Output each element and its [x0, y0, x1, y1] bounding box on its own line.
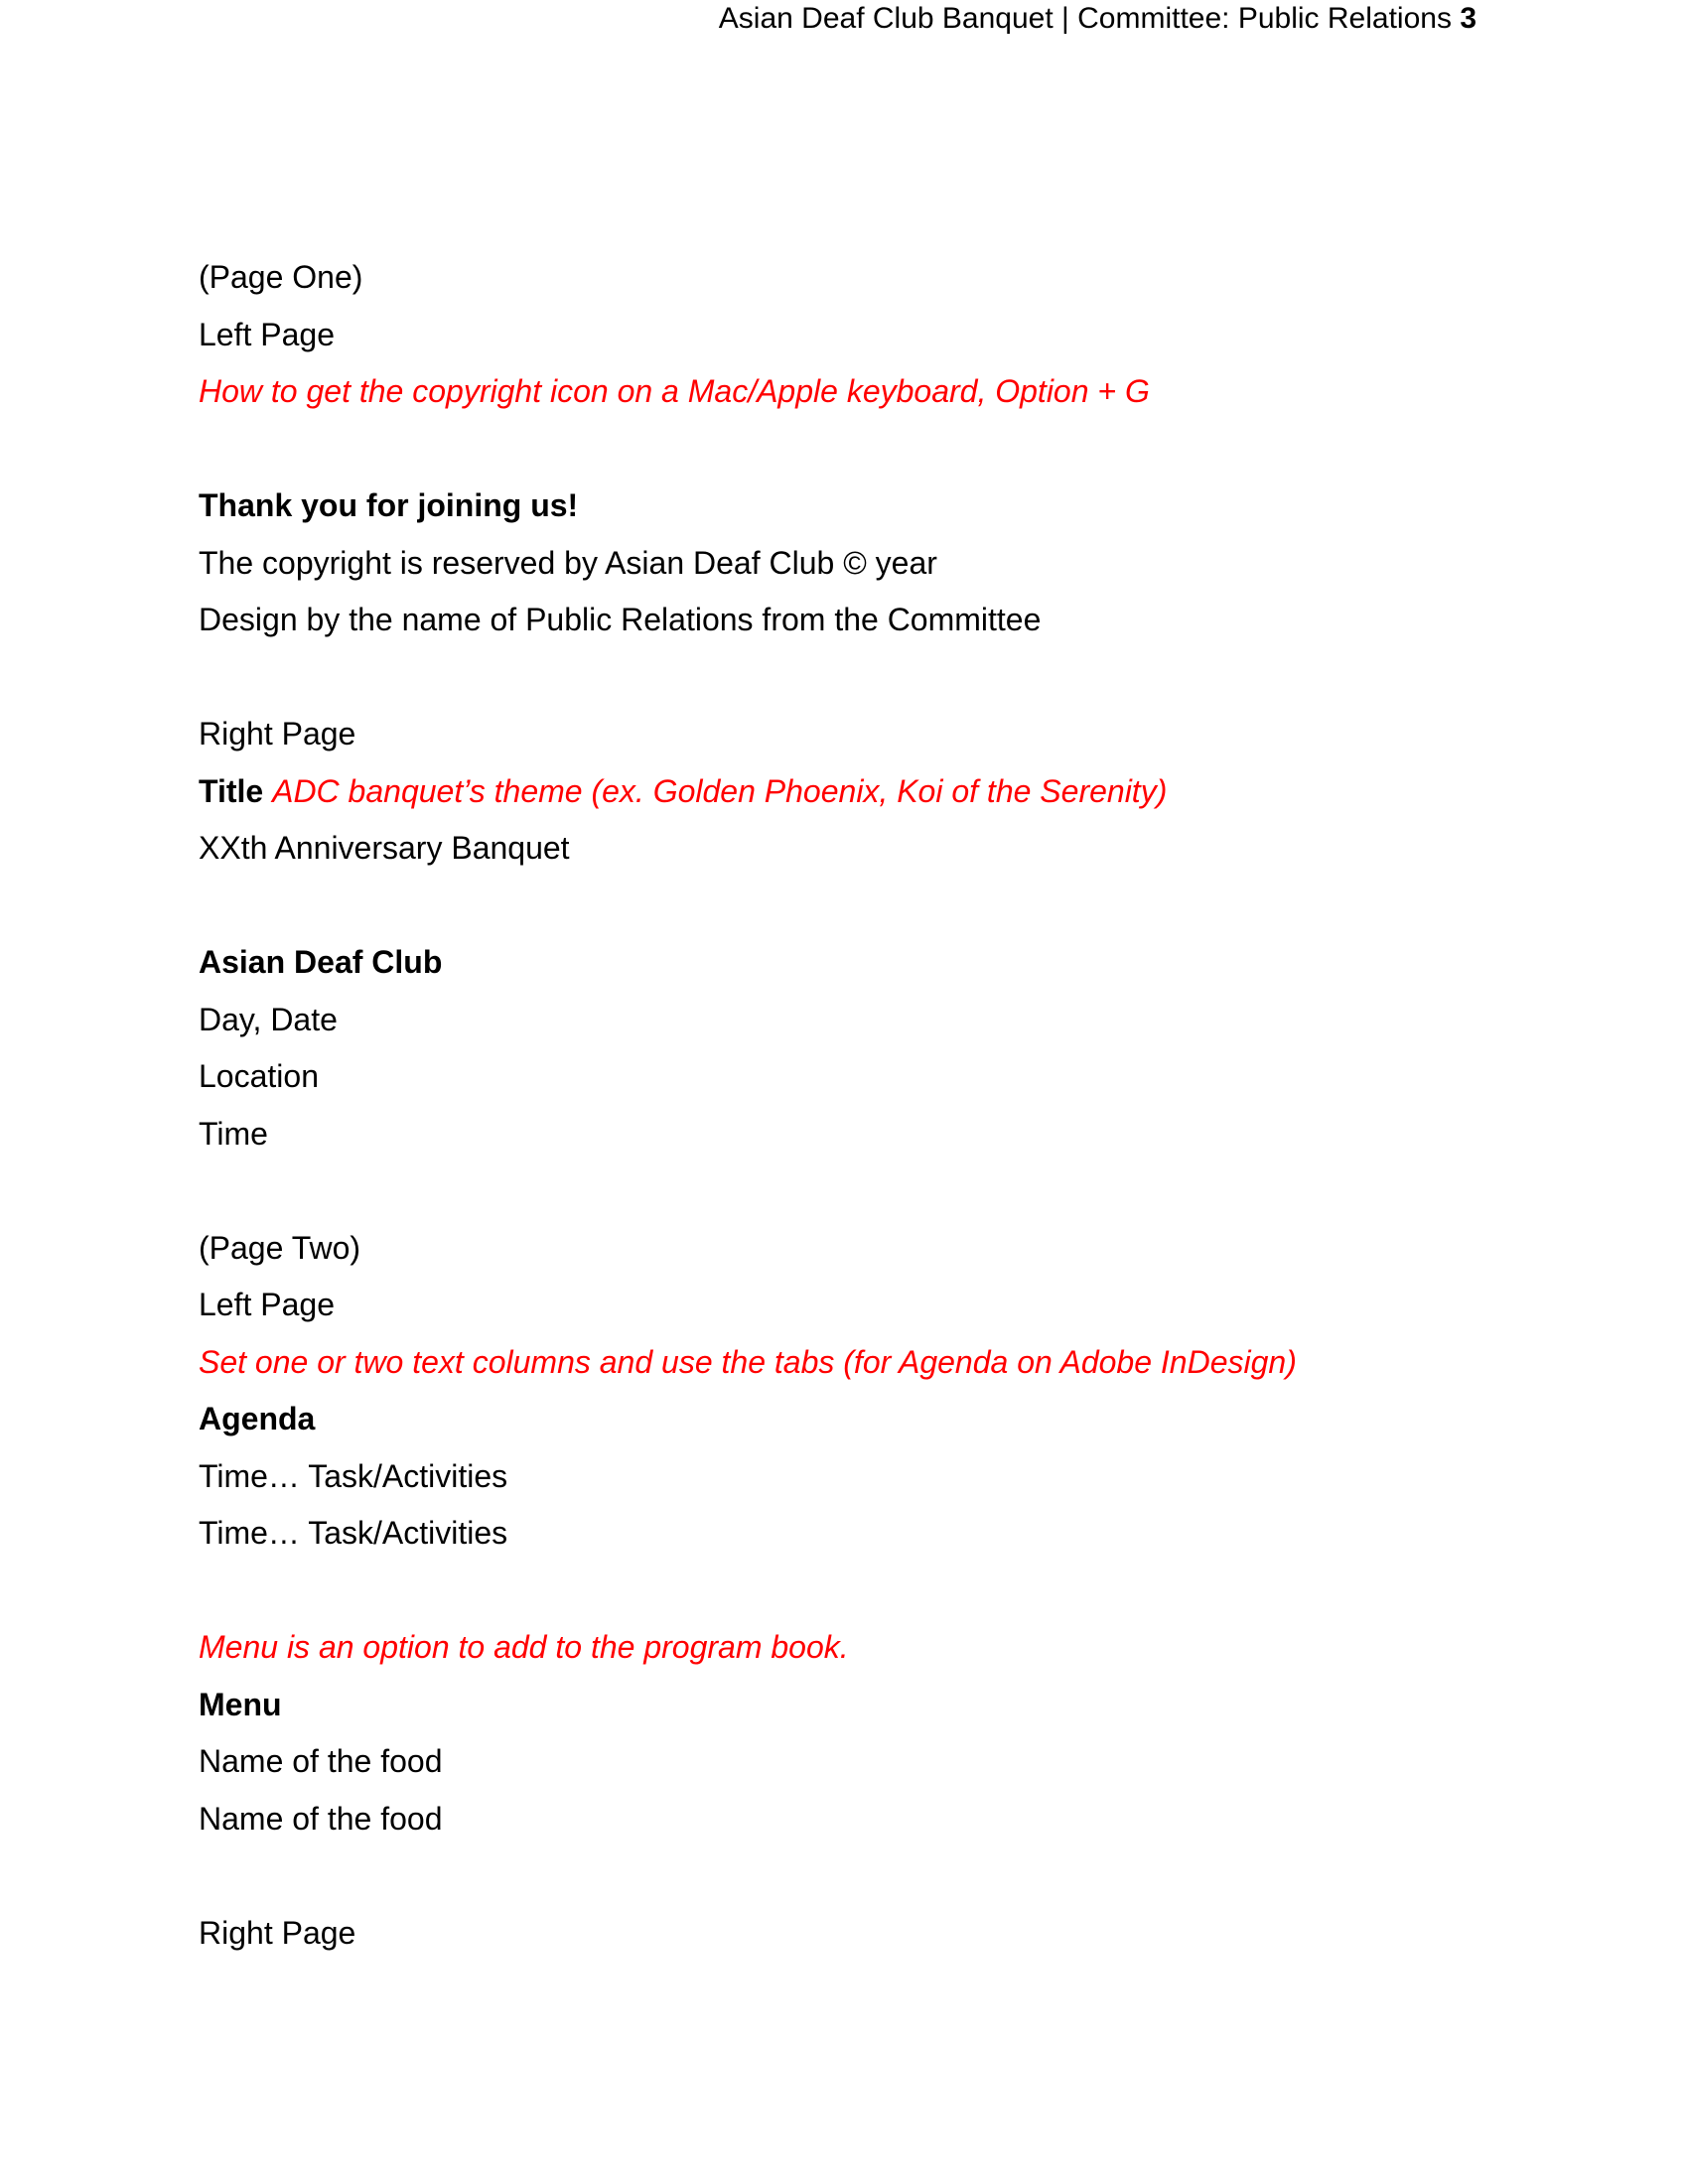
agenda-instruction-note: Set one or two text columns and use the tabs (for Agenda on Adobe InDesign)	[199, 1343, 1297, 1380]
spacer	[199, 1852, 1489, 1910]
menu-heading: Menu	[199, 1686, 282, 1722]
copyright-instruction-note: How to get the copyright icon on a Mac/Apple keyboard, Option + G	[199, 373, 1150, 409]
running-header	[719, 0, 1477, 38]
menu-instruction-note: Menu is an option to add to the program book.	[199, 1629, 849, 1665]
agenda-item: Time… Task/Activities	[199, 1457, 508, 1494]
time-line: Time	[199, 1115, 268, 1152]
copyright-line: The copyright is reserved by Asian Deaf Club © year	[199, 544, 937, 581]
club-name-heading: Asian Deaf Club	[199, 944, 443, 980]
title-label: Title	[199, 772, 264, 809]
spacer	[199, 1167, 1489, 1225]
day-date-line: Day, Date	[199, 1001, 338, 1037]
page-number: 3	[1460, 2, 1477, 35]
document-body	[199, 254, 1489, 1967]
design-credit-line: Design by the name of Public Relations from the Committee	[199, 602, 1042, 637]
header-text: Asian Deaf Club Banquet | Committee: Public Relations	[718, 2, 1452, 35]
right-page-label: Right Page	[199, 1914, 356, 1951]
anniversary-line: XXth Anniversary Banquet	[199, 830, 570, 866]
page-one-label: (Page One)	[199, 259, 363, 295]
menu-item: Name of the food	[199, 1800, 443, 1837]
left-page-label: Left Page	[199, 316, 335, 352]
right-page-label: Right Page	[199, 716, 356, 751]
thank-you-heading: Thank you for joining us!	[199, 487, 579, 523]
page-two-label: (Page Two)	[199, 1229, 361, 1266]
theme-note: ADC banquet’s theme (ex. Golden Phoenix, Koi of the Serenity)	[272, 772, 1168, 809]
spacer	[199, 426, 1489, 483]
agenda-heading: Agenda	[199, 1401, 316, 1436]
agenda-item: Time… Task/Activities	[199, 1515, 508, 1551]
spacer	[199, 654, 1489, 712]
menu-item: Name of the food	[199, 1743, 443, 1779]
spacer	[199, 1568, 1489, 1625]
location-line: Location	[199, 1058, 319, 1094]
spacer	[199, 883, 1489, 940]
title-line	[199, 768, 1489, 826]
left-page-label: Left Page	[199, 1287, 335, 1322]
